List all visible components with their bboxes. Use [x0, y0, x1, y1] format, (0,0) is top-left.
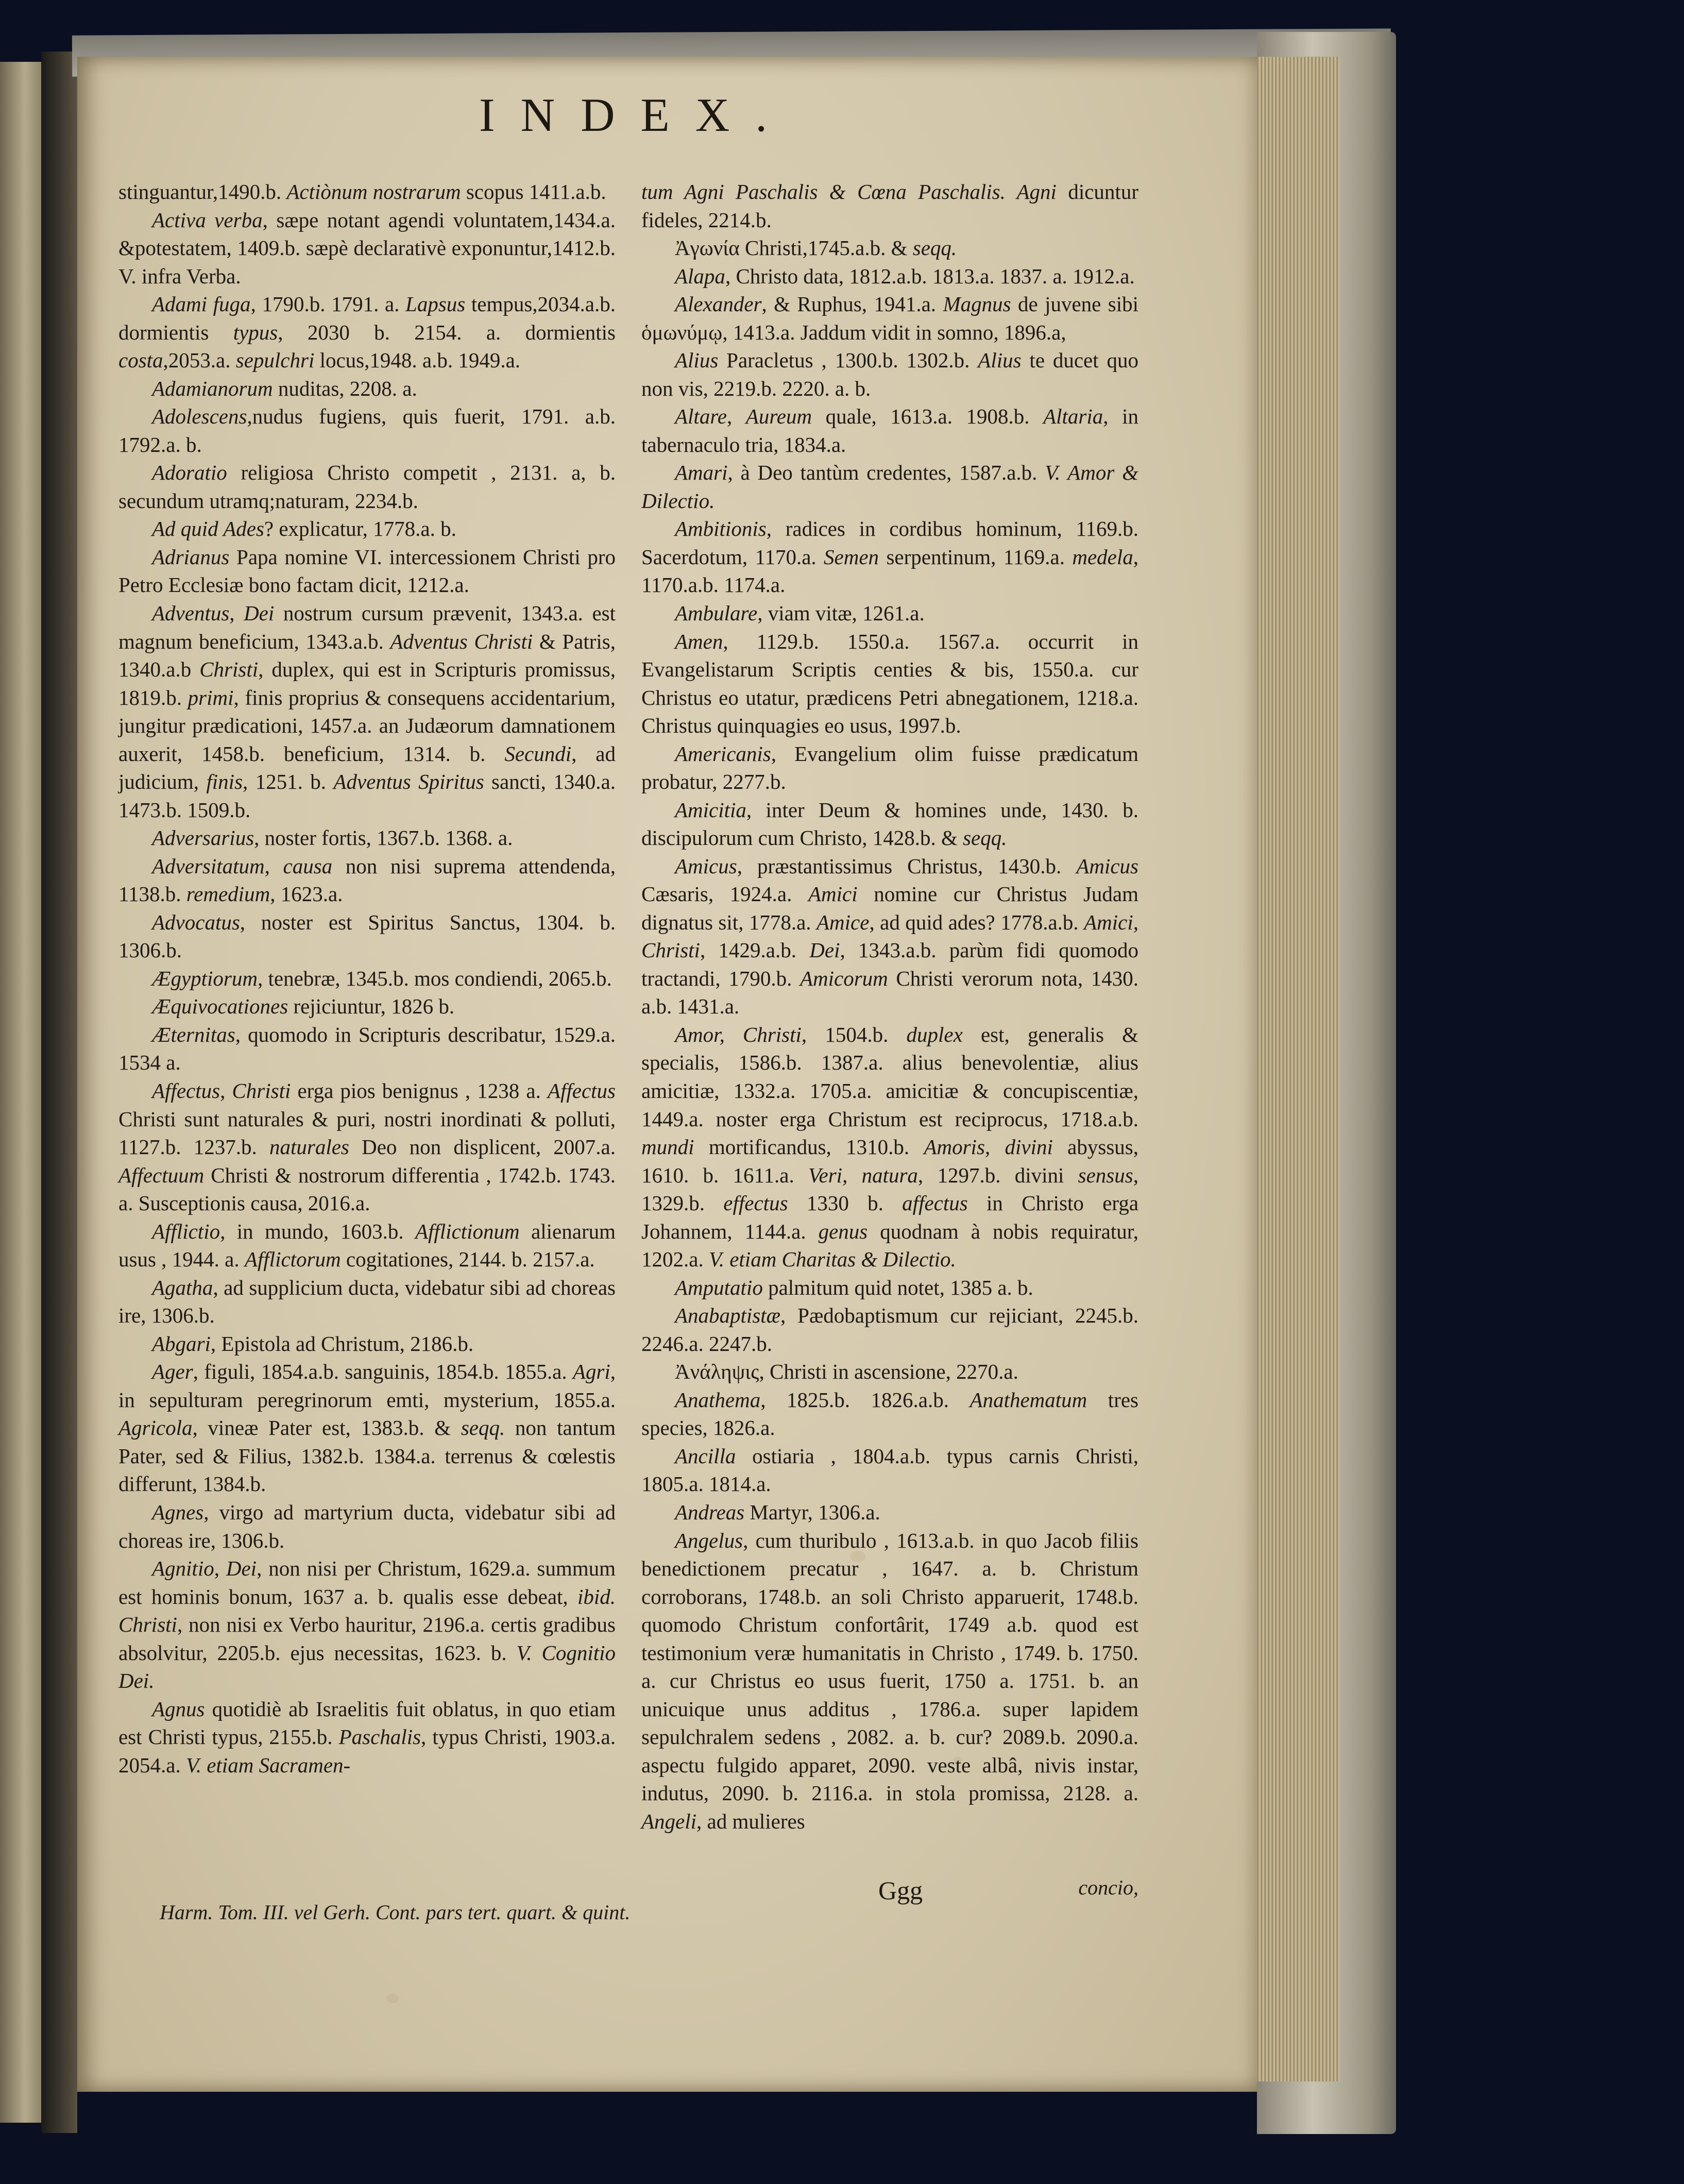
entry-italic-text: Magnus	[943, 292, 1011, 316]
entry-italic-text: Agnus	[152, 1697, 205, 1721]
entry-text: palmitum quid notet, 1385 a. b.	[762, 1275, 1033, 1299]
entry-text: , 2030 b. 2154. a. dormientis	[278, 320, 616, 344]
entry-text: Ἀγωνία Christi,1745.a.b. &	[675, 236, 913, 260]
entry-text: religiosa Christo competit , 2131. a, b. secundum utramq;naturam, 2234.b.	[118, 461, 616, 513]
entry-italic-text: remedium	[186, 882, 270, 906]
entry-text: , Epistola ad Christum, 2186.b.	[210, 1331, 474, 1356]
entry-text: , & Ruphus, 1941.a.	[761, 292, 943, 316]
entry-text: cogitationes, 2144. b. 2157.a.	[341, 1247, 595, 1272]
index-entry	[641, 1442, 1138, 1498]
entry-italic-text: Americanis	[675, 741, 771, 766]
index-entry	[641, 1498, 1138, 1527]
entry-italic-text: Dei	[226, 1556, 257, 1581]
entry-italic-text: Adventus	[152, 601, 230, 625]
entry-italic-text: Affectuum	[118, 1163, 205, 1187]
entry-text: , 1825.b. 1826.a.b.	[760, 1387, 970, 1412]
entry-text: ,	[229, 601, 244, 625]
entry-text: , radices in cordibus hominum, 1169.b. Sacerdotum, 1170.a.	[641, 517, 1138, 569]
entry-italic-text: Paschalis	[338, 1725, 421, 1749]
entry-italic-text: Angelus	[675, 1528, 743, 1552]
entry-text: locus,1948. a.b. 1949.a.	[314, 348, 521, 373]
entry-text: , ad supplicium ducta, videbatur sibi ad choreas ire, 1306.b.	[118, 1275, 616, 1328]
entry-italic-text: causa	[283, 854, 333, 878]
entry-text: ,nudus fugiens, quis fuerit, 1791. a.b. 1792.a. b.	[118, 404, 616, 456]
entry-italic-text: Ad quid Ades	[152, 517, 264, 541]
entry-italic-text: Adolescens	[152, 404, 247, 429]
index-entry	[641, 628, 1138, 740]
entry-italic-text: Amoris, divini	[924, 1135, 1053, 1159]
entry-text: , viam vitæ, 1261.a.	[757, 601, 925, 625]
index-entry	[118, 1021, 616, 1077]
entry-text: non tantum Pater, sed & Filius, 1382.b. 1384.a. terrenus & cœlestis differunt, 1384.b.	[118, 1416, 616, 1496]
entry-text: Christi verorum nota, 1430. a.b. 1431.a.	[641, 966, 1138, 1019]
entry-italic-text: naturales	[269, 1135, 349, 1159]
index-entry	[118, 599, 616, 824]
entry-italic-text: Adventus Spiritus	[333, 770, 484, 794]
entry-text: non nisi suprema attendenda, 1138.b.	[118, 854, 616, 906]
index-entry	[118, 290, 616, 375]
entry-italic-text: Ægyptiorum	[152, 966, 258, 990]
entry-italic-text: Agnes	[152, 1500, 204, 1524]
entry-text: , tenebræ, 1345.b. mos condiendi, 2065.b.	[258, 966, 612, 990]
catchword: concio,	[1078, 1876, 1138, 1899]
entry-italic-text: Afflictionum	[415, 1219, 520, 1243]
entry-italic-text: Adversarius	[152, 826, 254, 850]
entry-text: , 1170.a.b. 1174.a.	[641, 545, 1138, 597]
entry-italic-text: Amicus	[675, 854, 737, 878]
entry-italic-text: Ambitionis	[675, 517, 767, 541]
entry-italic-text: Christi	[232, 1079, 291, 1103]
entry-text: , 1623.a.	[270, 882, 343, 906]
entry-text: , 1790.b. 1791. a.	[250, 292, 406, 316]
entry-italic-text: Dei	[809, 938, 840, 962]
entry-text: , Christo data, 1812.a.b. 1813.a. 1837. a. 1912.a.	[725, 264, 1135, 288]
entry-italic-text: finis	[206, 770, 243, 794]
entry-italic-text: Alapa	[675, 264, 725, 288]
entry-italic-text: Anabaptistæ	[675, 1303, 781, 1328]
page-block-edges	[1252, 57, 1339, 2081]
entry-italic-text: sensus	[1078, 1163, 1133, 1187]
entry-italic-text: Anathematum	[969, 1387, 1087, 1412]
index-entry	[641, 1358, 1138, 1386]
entry-italic-text: Alius	[978, 348, 1022, 373]
entry-italic-text: Amor, Christi	[675, 1022, 802, 1046]
index-entry	[118, 543, 616, 599]
entry-italic-text: Altare	[675, 404, 727, 429]
entry-italic-text: mundi	[641, 1135, 694, 1159]
entry-italic-text: Anathema	[675, 1387, 761, 1412]
entry-text: & Patris, 1340.a.b	[118, 629, 616, 682]
index-column-right	[641, 178, 1138, 1835]
entry-italic-text: Amice	[817, 910, 870, 934]
entry-text: Christi sunt naturales & puri, nostri inordinati & polluti, 1127.b. 1237.b.	[118, 1107, 616, 1159]
index-entry	[118, 1077, 616, 1217]
entry-text: , finis proprius & consequens accidentarium, jungitur prædicationi, 1457.a. an Judæorum damnationem auxerit, 1458.b. beneficium, 1314. b.	[118, 685, 616, 766]
entry-text: , in tabernaculo tria, 1834.a.	[641, 404, 1139, 456]
entry-text: rejiciuntur, 1826 b.	[288, 994, 455, 1019]
entry-text: quotidiè ab Israelitis fuit oblatus, in quo etiam est Christi typus, 2155.b.	[118, 1697, 616, 1749]
entry-text: serpentinum, 1169.a.	[879, 545, 1073, 569]
entry-italic-text: Adamianorum	[152, 376, 273, 400]
entry-text: , Evangelium olim fuisse prædicatum probatur, 2277.b.	[641, 741, 1138, 794]
entry-text: quale, 1613.a. 1908.b.	[812, 404, 1044, 429]
entry-text: est, generalis & specialis, 1586.b. 1387.a. alius benevolentiæ, alius amicitiæ, 1332.a. 1705.a. amicitiæ & concupiscentiæ, 1449.a. noster erga Christum est reciprocus, 1718.a.b.	[641, 1022, 1138, 1131]
entry-text: , virgo ad martyrium ducta, videbatur sibi ad choreas ire, 1306.b.	[118, 1500, 616, 1552]
entry-italic-text: Adversitatum	[152, 854, 265, 878]
entry-italic-text: Veri, natura	[808, 1163, 918, 1187]
entry-italic-text: Semen	[824, 545, 879, 569]
entry-text: , ad judicium,	[118, 741, 616, 794]
entry-text: , cum thuribulo , 1613.a.b. in quo Jacob filiis benedictionem precatur , 1647. a. b. Christum corroborans, 1748.b. an soli Christo apparuerit, 1748.b. quomodo Christum confortârit, 1749 a.b. quod est testimonium veræ humanitatis in Christo , 1749. b. 1750. a. cur Christus eo usus fuerit, 1750 a. 1751. b. an unicuique unus additus , 1786.a. super lapidem sepulchralem sedens , 2082. a. b. cur? 2089.b. 2090.a. aspectu fulgido apparet, 2090. veste albâ, nivis instar, indutus, 2090. b. 2116.a. in stola promissa, 2128. a.	[641, 1528, 1138, 1805]
entry-italic-text: Afflictio	[152, 1219, 220, 1243]
entry-text: nuditas, 2208. a.	[273, 376, 417, 400]
entry-italic-text: V. Amor & Dilectio.	[641, 461, 1138, 513]
entry-italic-text: Amicus	[1076, 854, 1138, 878]
index-entry	[118, 375, 616, 403]
entry-italic-text: typus	[233, 320, 278, 344]
index-entry	[641, 1301, 1138, 1358]
index-entry	[641, 796, 1138, 852]
entry-text: de juvene sibi ὁμωνύμῳ, 1413.a. Jaddum vidit in somno, 1896.a,	[641, 292, 1138, 344]
entry-text: , non nisi per Christum, 1629.a. summum est hominis bonum, 1637 a. b. qualis esse debeat,	[118, 1556, 616, 1609]
entry-text: , 1343.a.b. parùm fidi quomodo tractandi, 1790.b.	[641, 938, 1138, 990]
entry-text: , noster est Spiritus Sanctus, 1304. b. 1306.b.	[118, 910, 616, 962]
entry-text: nomine cur Christus Judam dignatus sit, 1778.a.	[641, 882, 1139, 934]
entry-text: , 1329.b.	[641, 1163, 1138, 1215]
entry-text: scopus 1411.a.b.	[461, 180, 606, 204]
index-entry	[641, 402, 1138, 459]
entry-italic-text: Æquivocationes	[152, 994, 288, 1019]
index-entry	[118, 908, 616, 964]
entry-text: , præstantissimus Christus, 1430.b.	[737, 854, 1077, 878]
entry-text: , ad quid ades? 1778.a.b.	[869, 910, 1084, 934]
index-entry	[118, 1358, 616, 1498]
entry-italic-text: seqq.	[963, 826, 1007, 850]
entry-italic-text: Agricola	[118, 1416, 193, 1440]
entry-text: nostrum cursum prævenit, 1343.a. est magnum beneficium, 1343.a.b.	[118, 601, 616, 653]
index-entry	[118, 1554, 616, 1695]
entry-text: stinguantur,1490.b.	[118, 180, 287, 204]
index-entry	[641, 515, 1138, 599]
entry-italic-text: Agnitio	[152, 1556, 214, 1581]
entry-text: quodnam à nobis requiratur, 1202.a.	[641, 1219, 1138, 1272]
entry-italic-text: Secundi	[504, 741, 572, 766]
entry-italic-text: Adventus Christi	[390, 629, 533, 653]
entry-text: Ἀνάληψις, Christi in ascensione, 2270.a.	[675, 1360, 1018, 1384]
index-entry	[641, 1527, 1138, 1836]
entry-italic-text: Alexander	[675, 292, 762, 316]
entry-italic-text: Amicorum	[800, 966, 888, 990]
index-entry	[641, 459, 1138, 515]
entry-italic-text: Activa verba	[152, 208, 263, 232]
index-entry	[118, 1330, 616, 1358]
entry-italic-text: Altaria	[1043, 404, 1103, 429]
entry-italic-text: Advocatus	[152, 910, 240, 934]
entry-text: dicuntur fideles, 2214.b.	[641, 180, 1138, 232]
entry-text: , 1251. b.	[243, 770, 334, 794]
entry-italic-text: Affectus	[547, 1079, 616, 1103]
index-entry	[118, 964, 616, 993]
entry-text: , quomodo in Scripturis describatur, 1529.a. 1534 a.	[118, 1022, 616, 1075]
index-entry	[118, 402, 616, 459]
entry-italic-text: Affectus	[152, 1079, 220, 1103]
index-entry	[641, 1386, 1138, 1442]
footer-note: Harm. Tom. III. vel Gerh. Cont. pars tert. quart. & quint.	[160, 1901, 631, 1924]
index-entry	[641, 599, 1138, 628]
entry-text: Martyr, 1306.a.	[744, 1500, 880, 1524]
entry-text: ? explicatur, 1778.a. b.	[264, 517, 456, 541]
entry-italic-text: affectus	[902, 1191, 968, 1215]
index-entry	[118, 515, 616, 543]
entry-italic-text: seqq.	[912, 236, 957, 260]
entry-text: tres species, 1826.a.	[641, 1387, 1139, 1440]
index-entry	[118, 1498, 616, 1554]
entry-italic-text: Actiònum nostrarum	[286, 180, 461, 204]
entry-italic-text: primi	[188, 685, 234, 709]
entry-text: te ducet quo non vis, 2219.b. 2220. a. b.	[641, 348, 1138, 400]
index-entry	[118, 178, 616, 206]
entry-text: , non nisi ex Verbo hauritur, 2196.a. certis gradibus absolvitur, 2205.b. ejus necessitas, 1623. b.	[118, 1613, 616, 1665]
entry-text: Christi & nostrorum differentia , 1742.b. 1743. a. Susceptionis causa, 2016.a.	[118, 1163, 616, 1215]
entry-italic-text: Amicitia	[675, 798, 746, 822]
entry-italic-text: duplex	[906, 1022, 963, 1046]
entry-text: ,2053.a.	[163, 348, 236, 373]
index-entry	[641, 290, 1138, 346]
entry-italic-text: Amari	[675, 461, 728, 485]
entry-italic-text: costa	[118, 348, 163, 373]
index-entry	[118, 1217, 616, 1274]
entry-italic-text: Christi	[199, 657, 259, 682]
page-footer-row	[641, 1875, 1138, 1906]
entry-text: 1330 b.	[788, 1191, 903, 1215]
entry-italic-text: Aureum	[745, 404, 812, 429]
entry-text: abyssus, 1610. b. 1611.a.	[641, 1135, 1138, 1187]
index-entry	[118, 459, 616, 515]
entry-text: , ad mulieres	[696, 1809, 805, 1833]
entry-italic-text: sepulchri	[235, 348, 315, 373]
entry-text: Cæsaris, 1924.a.	[641, 882, 808, 906]
entry-text: , in mundo, 1603.b.	[220, 1219, 415, 1243]
index-entry	[118, 852, 616, 908]
entry-italic-text: Andreas	[675, 1500, 745, 1524]
entry-text: , 1504.b.	[801, 1022, 907, 1046]
entry-text: ,	[214, 1556, 226, 1581]
entry-italic-text: Amici, Christi	[641, 910, 1138, 962]
foxing-spot	[386, 1994, 399, 2003]
book-gutter	[41, 52, 77, 2133]
entry-text: , 1297.b. divini	[917, 1163, 1078, 1187]
entry-text: ostiaria , 1804.a.b. typus carnis Christi, 1805.a. 1814.a.	[641, 1444, 1138, 1496]
entry-text: , 1429.a.b.	[700, 938, 810, 962]
index-entry	[118, 206, 616, 291]
entry-text: , typus Christi, 1903.a. 2054.a.	[118, 1725, 616, 1777]
entry-text: , in sepulturam peregrinorum emti, mysterium, 1855.a.	[118, 1360, 616, 1412]
entry-text: , Pædobaptismum cur rejiciant, 2245.b. 2246.a. 2247.b.	[641, 1303, 1138, 1356]
entry-text: , 1129.b. 1550.a. 1567.a. occurrit in Evangelistarum Scriptis centies & bis, 1550.a. cur Christus eo utatur, prædicens Petri abnegationem, 1218.a. Christus quinquagies eo usus, 1997.b.	[641, 629, 1138, 738]
index-entry	[118, 1695, 616, 1780]
entry-text: , inter Deum & homines unde, 1430. b. discipulorum cum Christo, 1428.b. &	[641, 798, 1138, 850]
entry-italic-text: V. etiam Sacramen-	[185, 1753, 351, 1777]
entry-text: alienarum usus , 1944. a.	[118, 1219, 616, 1272]
entry-text: ,	[220, 1079, 232, 1103]
index-entry	[641, 1021, 1138, 1274]
entry-text: , vineæ Pater est, 1383.b. &	[192, 1416, 461, 1440]
entry-italic-text: Agatha	[152, 1275, 213, 1299]
entry-italic-text: V. etiam Charitas & Dilectio.	[708, 1247, 956, 1272]
entry-italic-text: ibid. Christi	[118, 1584, 616, 1637]
signature-mark: Ggg	[878, 1876, 923, 1905]
entry-italic-text: effectus	[723, 1191, 788, 1215]
entry-italic-text: Adoratio	[152, 461, 227, 485]
entry-italic-text: Ager	[152, 1360, 193, 1384]
entry-italic-text: Amici	[808, 882, 858, 906]
entry-text: ,	[264, 854, 283, 878]
entry-text: ,	[726, 404, 746, 429]
entry-italic-text: medela	[1072, 545, 1133, 569]
entry-text: , à Deo tantùm credentes, 1587.a.b.	[727, 461, 1045, 485]
index-entry	[641, 262, 1138, 291]
index-entry	[641, 234, 1138, 262]
entry-italic-text: Afflictorum	[244, 1247, 341, 1272]
entry-italic-text: Agri	[572, 1360, 610, 1384]
index-entry	[118, 992, 616, 1021]
entry-text: tempus,2034.a.b. dormientis	[118, 292, 616, 344]
entry-italic-text: Lapsus	[405, 292, 466, 316]
index-entry	[641, 740, 1138, 796]
entry-italic-text: seqq.	[461, 1416, 505, 1440]
entry-text: Deo non displicent, 2007.a.	[349, 1135, 616, 1159]
index-entry	[641, 852, 1138, 1021]
entry-italic-text: Æternitas	[152, 1022, 235, 1046]
entry-italic-text: Ambulare	[675, 601, 758, 625]
entry-italic-text: Dei	[244, 601, 275, 625]
facing-page-edge	[0, 62, 41, 2123]
entry-text: , duplex, qui est in Scripturis promissus, 1819.b.	[118, 657, 616, 709]
index-entry	[641, 346, 1138, 402]
entry-text: , figuli, 1854.a.b. sanguinis, 1854.b. 1855.a.	[193, 1360, 573, 1384]
index-entry	[641, 1274, 1138, 1302]
entry-text: Papa nomine VI. intercessionem Christi pro Petro Ecclesiæ bono factam dicit, 1212.a.	[118, 545, 616, 597]
entry-italic-text: Abgari	[152, 1331, 211, 1356]
entry-text: , noster fortis, 1367.b. 1368. a.	[254, 826, 513, 850]
entry-italic-text: Angeli	[641, 1809, 697, 1833]
entry-italic-text: Ancilla	[675, 1444, 736, 1468]
running-head: INDEX.	[479, 89, 793, 141]
entry-italic-text: V. Cognitio Dei.	[118, 1640, 616, 1693]
index-column-left	[118, 178, 616, 1779]
entry-text: erga pios benignus , 1238 a.	[291, 1079, 548, 1103]
entry-italic-text: Amen	[675, 629, 723, 653]
entry-italic-text: tum Agni Paschalis & Cœna Paschalis. Agni	[641, 180, 1057, 204]
entry-text: in Christo erga Johannem, 1144.a.	[641, 1191, 1139, 1243]
entry-italic-text: genus	[818, 1219, 868, 1243]
entry-text: mortificandus, 1310.b.	[694, 1135, 924, 1159]
entry-italic-text: Adami fuga	[152, 292, 251, 316]
entry-italic-text: Adrianus	[152, 545, 230, 569]
entry-text: sancti, 1340.a. 1473.b. 1509.b.	[118, 770, 616, 822]
index-entry	[641, 178, 1138, 234]
index-entry	[118, 1274, 616, 1330]
entry-italic-text: Alius	[675, 348, 719, 373]
entry-italic-text: Amputatio	[675, 1275, 763, 1299]
entry-text: , sæpe notant agendi voluntatem,1434.a. &potestatem, 1409.b. sæpè declarativè exponuntur,1412.b. V. infra Verba.	[118, 208, 616, 288]
index-entry	[118, 824, 616, 852]
entry-text: Paracletus , 1300.b. 1302.b.	[718, 348, 978, 373]
